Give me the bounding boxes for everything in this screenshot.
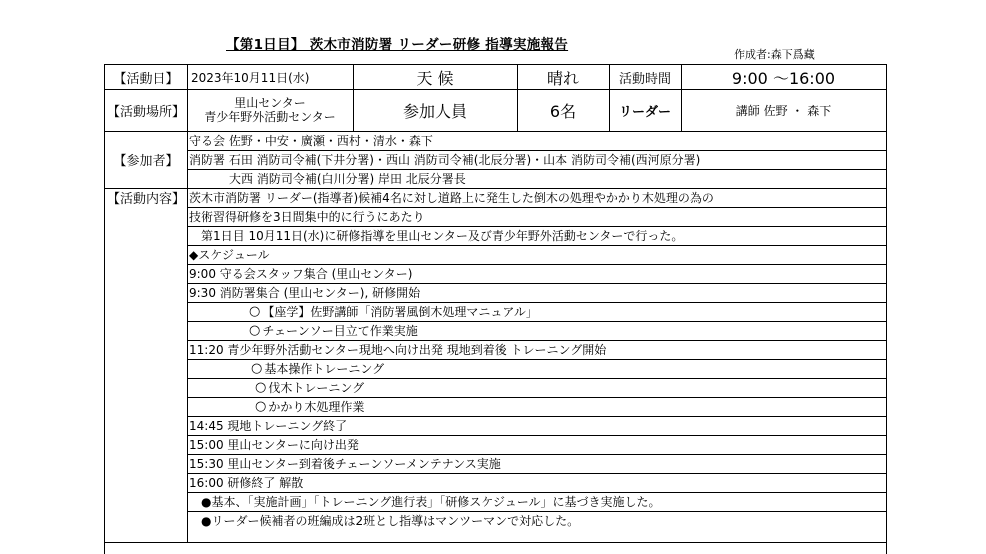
activity-note-1: ●基本、「実施計画」「トレーニング進行表」「研修スケジュール」に基づき実施した。 — [201, 495, 661, 509]
activity-date-label: 【活動日】 — [113, 71, 179, 87]
circle-bullet-icon: ○ — [255, 399, 267, 414]
grid-line — [187, 226, 886, 227]
schedule-subitem-text: かかり木処理作業 — [268, 400, 365, 414]
report-author: 作成者:森下爲藏 — [734, 48, 815, 61]
activity-note-2: ●リーダー候補者の班編成は2班とし指導はマンツーマンで対応した。 — [201, 514, 580, 528]
activity-intro-2: 技術習得研修を3日間集中的に行うにあたり — [189, 210, 425, 224]
grid-line — [187, 150, 886, 151]
grid-line — [187, 416, 886, 417]
schedule-subitem — [249, 302, 886, 321]
grid-line — [187, 169, 886, 170]
grid-line — [187, 492, 886, 493]
participants-count-label: 参加人員 — [402, 101, 467, 121]
schedule-subitem — [255, 378, 886, 397]
grid-line — [105, 542, 886, 543]
circle-bullet-icon: ○ — [249, 304, 261, 319]
schedule-subitem-text: 伐木トレーニング — [268, 381, 365, 395]
grid-line — [187, 283, 886, 284]
schedule-heading: ◆スケジュール — [189, 248, 270, 262]
schedule-subitem-text: チェーンソー目立て作業実施 — [262, 324, 418, 338]
grid-line — [187, 378, 886, 379]
schedule-subitem — [251, 359, 886, 378]
grid-line — [681, 65, 682, 131]
grid-line — [105, 89, 886, 90]
activity-time-value: 9:00 ～16:00 — [731, 68, 836, 88]
grid-line — [187, 435, 886, 436]
schedule-subitem — [249, 321, 886, 340]
grid-line — [105, 188, 886, 189]
activity-place-value — [187, 89, 353, 131]
place-line-1: 里山センター — [234, 96, 306, 110]
activity-content-label: 【活動内容】 — [106, 192, 185, 207]
grid-line — [517, 65, 518, 131]
grid-line — [609, 65, 610, 131]
grid-line — [105, 131, 886, 132]
circle-bullet-icon: ○ — [251, 361, 263, 376]
activity-time-label: 活動時間 — [618, 71, 671, 87]
participants-label: 【参加者】 — [113, 154, 179, 169]
schedule-item-1445: 14:45 現地トレーニング終了 — [189, 419, 348, 433]
schedule-item-1120: 11:20 青少年野外活動センター現地へ向け出発 現地到着後 トレーニング開始 — [189, 343, 607, 357]
schedule-item-0900: 9:00 守る会スタッフ集合 (里山センター) — [189, 267, 413, 281]
participants-line-1: 守る会 佐野・中安・廣瀬・西村・清水・森下 — [189, 134, 433, 148]
schedule-item-1600: 16:00 研修終了 解散 — [189, 476, 304, 490]
schedule-item-1500: 15:00 里山センターに向け出発 — [189, 438, 359, 452]
grid-line — [187, 321, 886, 322]
grid-line — [187, 397, 886, 398]
circle-bullet-icon: ○ — [249, 323, 261, 338]
activity-date-value: 2023年10月11日(水) — [191, 70, 310, 85]
participants-line-2: 消防署 石田 消防司令補(下井分署)・西山 消防司令補(北辰分署)・山本 消防司令補(西河原分署) — [189, 153, 701, 167]
schedule-subitem-text: 【座学】佐野講師「消防署風倒木処理マニュアル」 — [262, 305, 538, 319]
participants-line-3: 大西 消防司令補(白川分署) 岸田 北辰分署長 — [229, 172, 466, 186]
participants-count-value: 6名 — [549, 101, 577, 121]
grid-line — [187, 454, 886, 455]
grid-line — [187, 65, 188, 542]
leader-value: 講師 佐野 ・ 森下 — [735, 103, 832, 118]
schedule-subitem — [255, 397, 886, 416]
schedule-item-0930: 9:30 消防署集合 (里山センター), 研修開始 — [189, 286, 421, 300]
weather-label: 天 候 — [416, 68, 454, 88]
report-title: 【第1日目】 茨木市消防署 リーダー研修 指導実施報告 — [226, 37, 569, 53]
activity-intro-3: 第1日目 10月11日(水)に研修指導を里山センター及び青少年野外活動センターで行った。 — [201, 229, 684, 243]
activity-intro-1: 茨木市消防署 リーダー(指導者)候補4名に対し道路上に発生した倒木の処理やかかり木処理の為の — [189, 191, 714, 205]
grid-line — [187, 245, 886, 246]
grid-line — [353, 65, 354, 131]
schedule-item-1530: 15:30 里山センター到着後チェーンソーメンテナンス実施 — [189, 457, 501, 471]
grid-line — [187, 340, 886, 341]
grid-line — [187, 302, 886, 303]
schedule-subitem-text: 基本操作トレーニング — [264, 362, 385, 376]
grid-line — [187, 473, 886, 474]
circle-bullet-icon: ○ — [255, 380, 267, 395]
grid-line — [187, 511, 886, 512]
leader-label: リーダー — [618, 104, 671, 120]
place-line-2: 青少年野外活動センター — [204, 110, 336, 124]
grid-line — [187, 264, 886, 265]
activity-place-label: 【活動場所】 — [106, 104, 185, 120]
grid-line — [187, 359, 886, 360]
report-table — [104, 64, 887, 554]
weather-value: 晴れ — [546, 68, 579, 88]
grid-line — [187, 207, 886, 208]
